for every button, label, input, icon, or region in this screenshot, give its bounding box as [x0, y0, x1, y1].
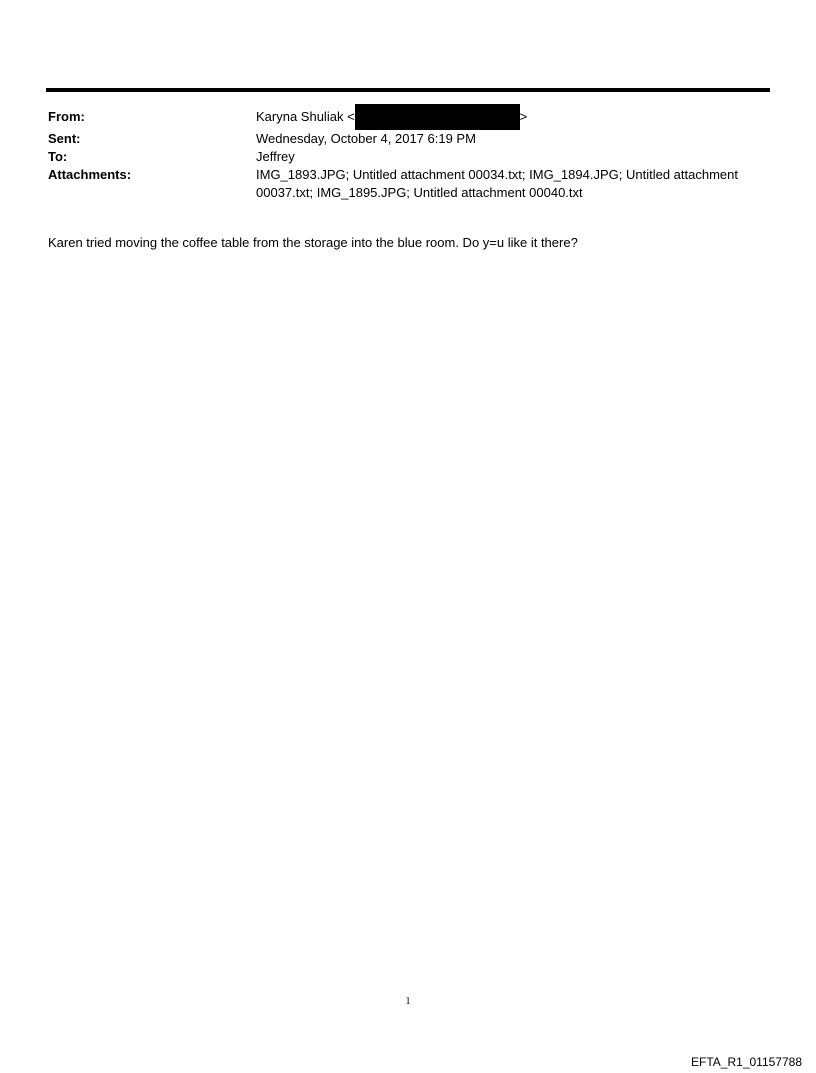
- from-value: [256, 108, 758, 130]
- page-number: 1: [405, 996, 411, 1007]
- from-row: [48, 108, 758, 130]
- header-divider: [46, 88, 770, 92]
- to-row: [48, 148, 758, 166]
- to-label: To:: [48, 149, 68, 164]
- attachments-label: Attachments:: [48, 167, 132, 182]
- email-open-bracket: <: [347, 109, 355, 124]
- sent-value: Wednesday, October 4, 2017 6:19 PM: [256, 131, 476, 146]
- to-value: Jeffrey: [256, 149, 295, 164]
- email-header: [48, 108, 758, 202]
- sent-row: [48, 130, 758, 148]
- sender-name: Karyna Shuliak: [256, 109, 344, 124]
- bates-number: EFTA_R1_01157788: [691, 1055, 802, 1069]
- message-body: Karen tried moving the coffee table from the storage into the blue room. Do y=u like it there?: [48, 235, 578, 250]
- attachments-line-2: 00037.txt; IMG_1895.JPG; Untitled attachment 00040.txt: [256, 185, 583, 200]
- sent-label: Sent:: [48, 131, 81, 146]
- attachments-line-1: IMG_1893.JPG; Untitled attachment 00034.txt; IMG_1894.JPG; Untitled attachment: [256, 167, 738, 182]
- from-label: From:: [48, 109, 85, 124]
- attachments-value: [256, 166, 758, 202]
- email-close-bracket: >: [519, 109, 528, 124]
- attachments-row: [48, 166, 758, 202]
- redaction-box: [355, 104, 520, 130]
